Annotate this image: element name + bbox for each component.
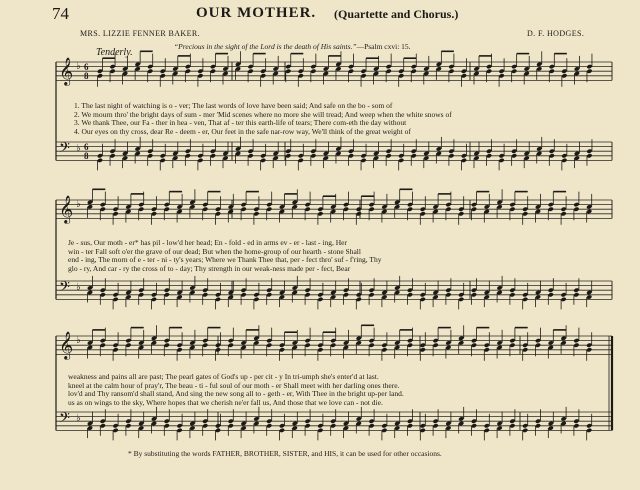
hymn-title: OUR MOTHER. xyxy=(196,5,317,21)
flat-icon: ♭ xyxy=(76,61,81,72)
lyric-line: weakness and pains all are past; The pearl gates of God's up - per cit - y In tri-umph she's enter'd at last. xyxy=(68,372,379,381)
treble-notes xyxy=(97,51,593,87)
epigraph-reference: —Psalm cxvi: 15. xyxy=(356,42,411,51)
lyric-line: win - ter Fall soft o'er the grave of our dead; But when the home-group of our hearth - stone Shall xyxy=(68,246,361,256)
epigraph-quote: “Precious in the sight of the Lord is the death of His saints.” xyxy=(174,42,357,51)
time-signature: 6 xyxy=(84,142,89,152)
treble-clef-icon: 𝄞 xyxy=(59,331,74,359)
flat-icon: ♭ xyxy=(76,282,81,293)
lyric-line: end - ing, The morn of e - ter - ni - ty's years; Where we Thank Thee that, per - fect thro' suf - f'ring, Thy xyxy=(68,255,382,264)
lyric-line: glo - ry, And car - ry the cross of to - day; Thy strength in our weak-ness made per - fect, Bear xyxy=(68,263,351,273)
lyric-line: lov'd and Thy ransom'd shall stand, And sing the new song all to - geth - er, With Thee in the bright up-per land. xyxy=(68,389,404,398)
bass-clef-icon: 𝄢 xyxy=(59,279,70,299)
lyricist-credit: MRS. LIZZIE FENNER BAKER. xyxy=(80,29,200,38)
flat-icon: ♭ xyxy=(76,335,81,346)
lyric-line: 4. Our eyes on thy cross, dear Re - deem - er, Our feet in the safe nar-row way, We'll think of the great weight of xyxy=(74,126,411,136)
lyric-line: us as on wings to the sky, Where hopes that we cherish ne'er fall us, And those that we love can - not die. xyxy=(68,397,383,407)
lyric-line: kneel at the calm hour of pray'r, The beau - ti - ful soul of our moth - er Shall meet with her darling ones there. xyxy=(68,380,400,390)
tempo-marking: Tenderly. xyxy=(96,47,133,58)
bass-clef-icon: 𝄢 xyxy=(59,140,70,160)
flat-icon: ♭ xyxy=(76,199,81,210)
lyric-line: 1. The last night of watching is o - ver; The last words of love have been said; And safe on the bo - som of xyxy=(74,101,393,110)
treble-notes xyxy=(87,189,592,225)
bass-clef-icon: 𝄢 xyxy=(59,410,70,430)
lyric-line: 3. We thank Thee, our Fa - ther in hea - ven, That af - ter this earth-life of tears; There com-eth the day without xyxy=(74,118,407,127)
time-signature: 6 xyxy=(84,62,89,72)
treble-notes xyxy=(87,325,592,361)
flat-icon: ♭ xyxy=(76,143,81,154)
composer-credit: D. F. HODGES. xyxy=(527,29,585,38)
time-signature: 8 xyxy=(84,71,89,81)
lyric-line: 2. We mourn thro' the bright days of sum - mer 'Mid scenes where no more she will tread; And weep when the white snows of xyxy=(74,109,452,119)
lyric-line: Je - sus, Our moth - er* has pil - low'd her head; En - fold - ed in arms ev - er - last - ing, Her xyxy=(68,238,347,247)
treble-clef-icon: 𝄞 xyxy=(59,57,74,85)
footnote: * By substituting the words FATHER, BROTHER, SISTER, and HIS, it can be used for other occasions. xyxy=(128,449,442,458)
flat-icon: ♭ xyxy=(76,413,81,424)
page-number: 74 xyxy=(52,4,69,23)
time-signature: 8 xyxy=(84,151,89,161)
hymn-subtitle: (Quartette and Chorus.) xyxy=(334,7,459,21)
treble-clef-icon: 𝄞 xyxy=(59,195,74,223)
